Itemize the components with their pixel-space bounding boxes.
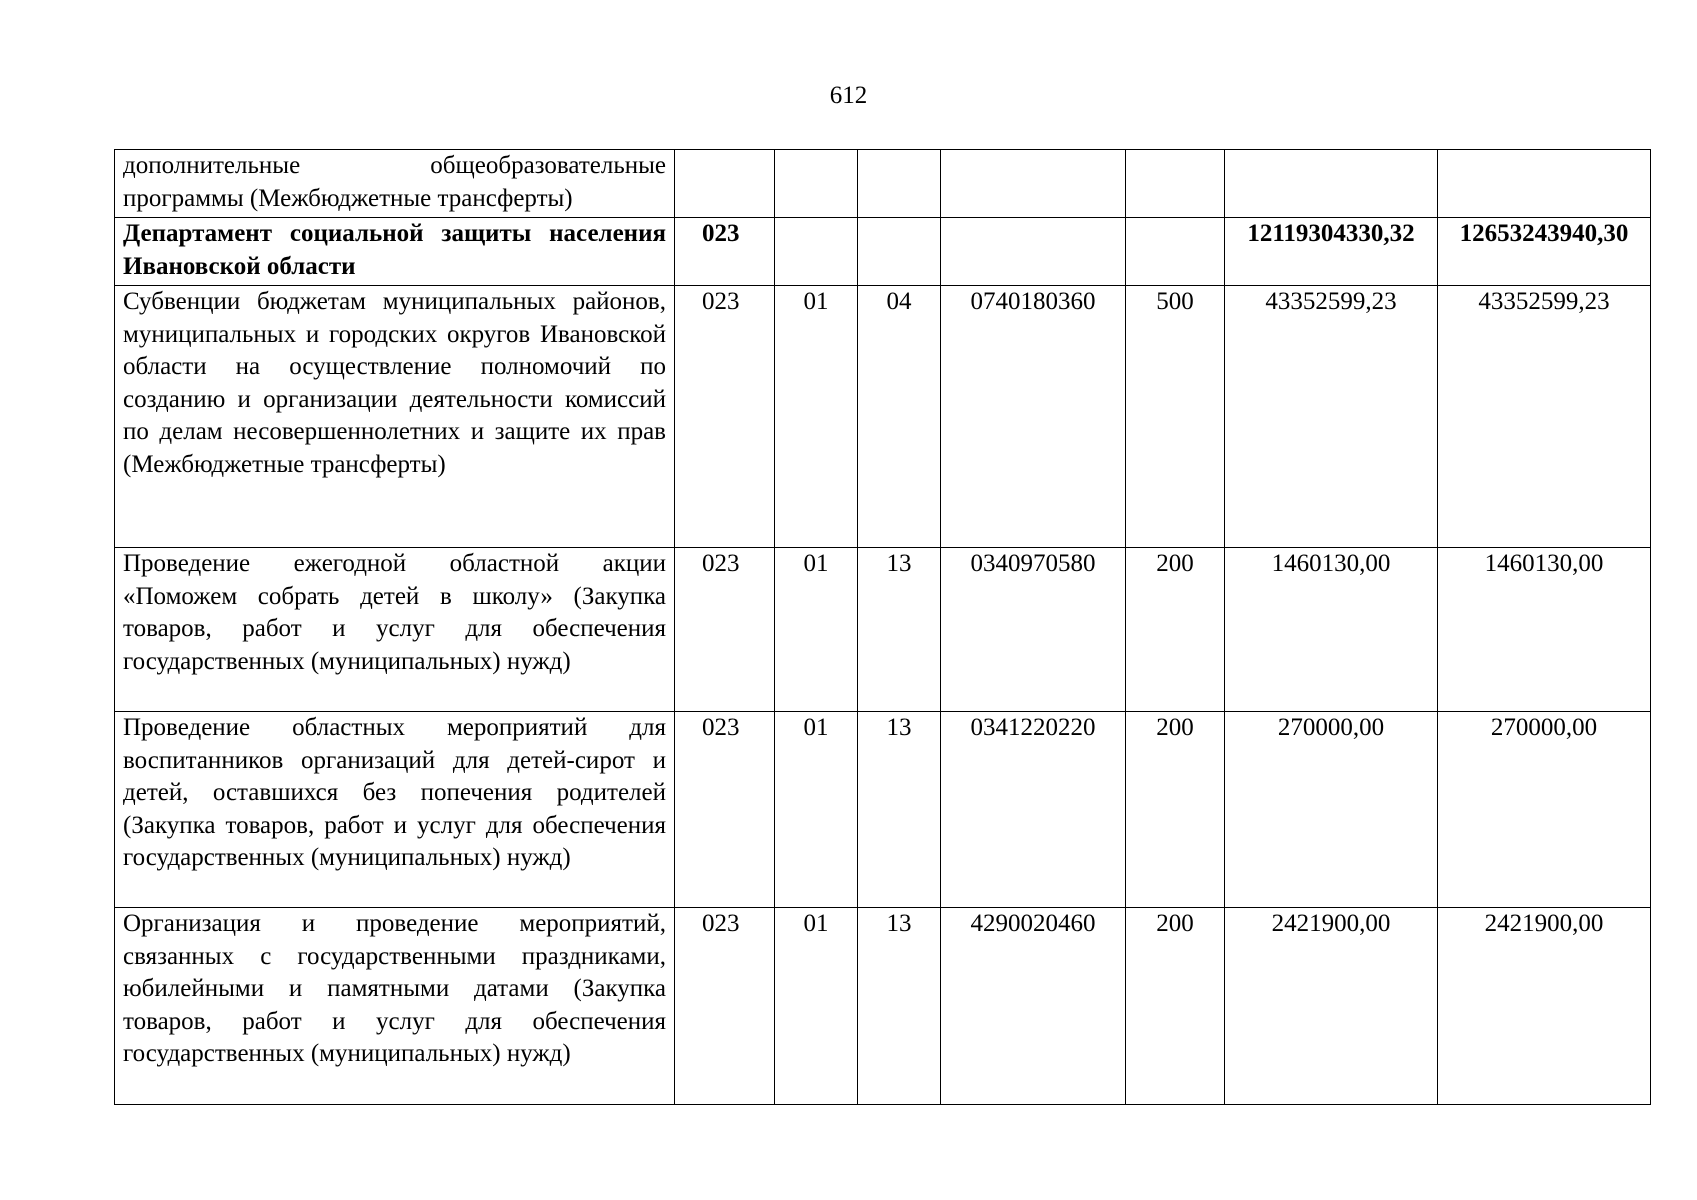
target-article-code: 0341220220 — [941, 712, 1126, 908]
row-description: Проведение ежегодной областной акции «Поможем собрать детей в школу» (Закупка товаров, работ и услуг для обеспечения государственных (муниципальных) нужд) — [115, 548, 675, 712]
subsection-code: 13 — [858, 712, 941, 908]
expense-type-code: 500 — [1126, 286, 1225, 548]
target-article-code: 0340970580 — [941, 548, 1126, 712]
subsection-code: 13 — [858, 908, 941, 1105]
table-row — [115, 286, 1651, 548]
amount-year2: 2421900,00 — [1438, 908, 1651, 1105]
section-code: 01 — [775, 548, 858, 712]
target-article-code — [941, 218, 1126, 286]
expense-type-code: 200 — [1126, 548, 1225, 712]
budget-table — [114, 149, 1651, 1105]
ministry-code: 023 — [675, 286, 775, 548]
table-row — [115, 908, 1651, 1105]
amount-year1: 1460130,00 — [1225, 548, 1438, 712]
ministry-code: 023 — [675, 712, 775, 908]
amount-year1: 270000,00 — [1225, 712, 1438, 908]
amount-year1: 12119304330,32 — [1225, 218, 1438, 286]
target-article-code — [941, 150, 1126, 218]
ministry-code: 023 — [675, 548, 775, 712]
table-row — [115, 150, 1651, 218]
subsection-code — [858, 150, 941, 218]
subsection-code: 13 — [858, 548, 941, 712]
amount-year2: 270000,00 — [1438, 712, 1651, 908]
row-description: дополнительные общеобразовательные программы (Межбюджетные трансферты) — [115, 150, 675, 218]
ministry-code — [675, 150, 775, 218]
amount-year2: 12653243940,30 — [1438, 218, 1651, 286]
target-article-code: 0740180360 — [941, 286, 1126, 548]
ministry-code: 023 — [675, 908, 775, 1105]
section-code: 01 — [775, 908, 858, 1105]
section-code — [775, 150, 858, 218]
amount-year2: 43352599,23 — [1438, 286, 1651, 548]
section-code: 01 — [775, 712, 858, 908]
amount-year2 — [1438, 150, 1651, 218]
target-article-code: 4290020460 — [941, 908, 1126, 1105]
row-description: Организация и проведение мероприятий, связанных с государственными праздниками, юбилейными и памятными датами (Закупка товаров, работ и услуг для обеспечения государственных (муниципальных) нужд) — [115, 908, 675, 1105]
row-description: Субвенции бюджетам муниципальных районов, муниципальных и городских округов Ивановской области на осуществление полномочий по созданию и организации деятельности комиссий по делам несовершеннолетних и защите их прав (Межбюджетные трансферты) — [115, 286, 675, 548]
amount-year1: 2421900,00 — [1225, 908, 1438, 1105]
subsection-code — [858, 218, 941, 286]
subsection-code: 04 — [858, 286, 941, 548]
page-number: 612 — [829, 82, 868, 109]
expense-type-code — [1126, 218, 1225, 286]
table-row — [115, 712, 1651, 908]
expense-type-code: 200 — [1126, 712, 1225, 908]
row-description: Департамент социальной защиты населения Ивановской области — [115, 218, 675, 286]
row-description: Проведение областных мероприятий для воспитанников организаций для детей-сирот и детей, оставшихся без попечения родителей (Закупка товаров, работ и услуг для обеспечения государственных (муниципальных) нужд) — [115, 712, 675, 908]
expense-type-code: 200 — [1126, 908, 1225, 1105]
amount-year1: 43352599,23 — [1225, 286, 1438, 548]
ministry-code: 023 — [675, 218, 775, 286]
amount-year1 — [1225, 150, 1438, 218]
section-code: 01 — [775, 286, 858, 548]
amount-year2: 1460130,00 — [1438, 548, 1651, 712]
table-row-department — [115, 218, 1651, 286]
expense-type-code — [1126, 150, 1225, 218]
section-code — [775, 218, 858, 286]
table-row — [115, 548, 1651, 712]
